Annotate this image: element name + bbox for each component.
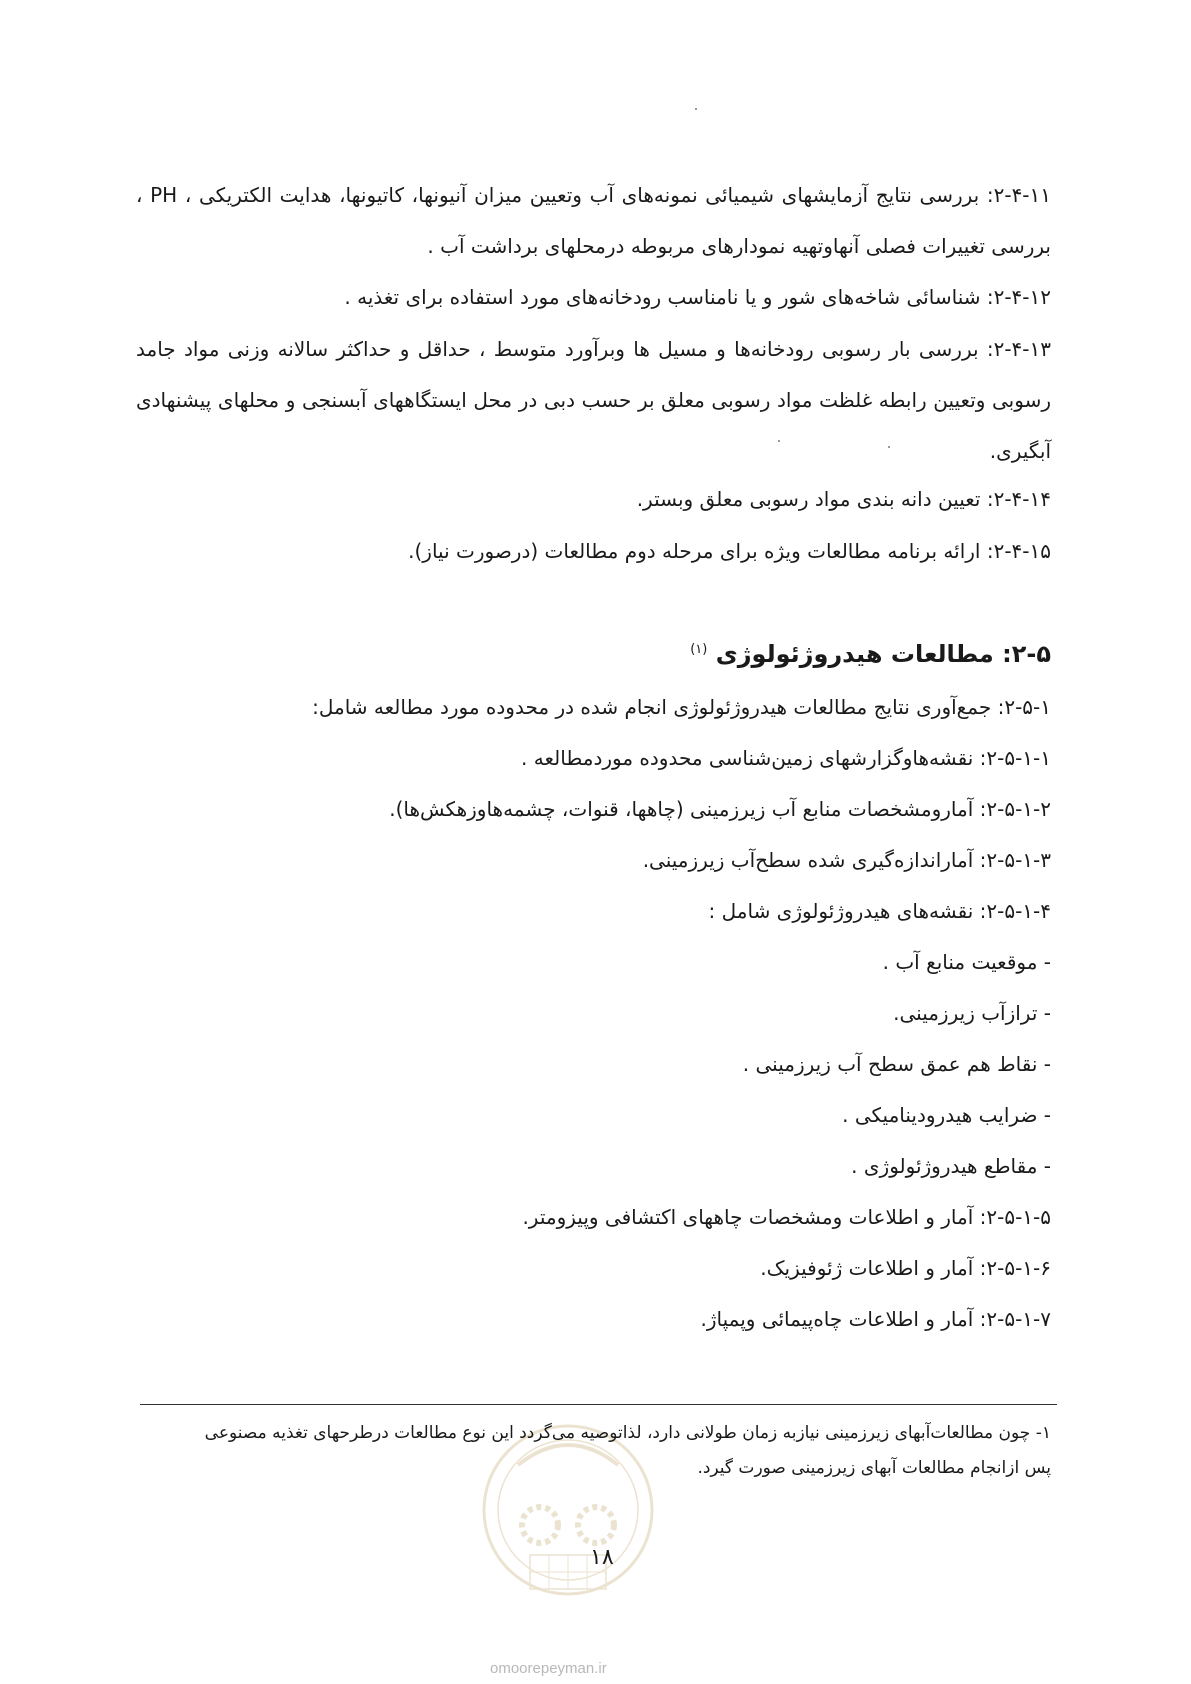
site-watermark: omoorepeyman.ir [490, 1660, 607, 1677]
bullet-item: - ضرایب هیدرودینامیکی . [842, 1103, 1051, 1127]
item-2-4-12: ۲-۴-۱۲: شناسائی شاخه‌های شور و یا نامناسب رودخانه‌های مورد استفاده برای تغذیه . [344, 285, 1051, 309]
bullet-item: - موقعیت منابع آب . [882, 950, 1051, 974]
scan-speck [695, 108, 697, 110]
item-2-5-1-2: ۲-۵-۱-۲: آمارومشخصات منابع آب زیرزمینی (چاهها، قنوات، چشمه‌هاوزهکش‌ها). [389, 797, 1051, 821]
item-2-4-14: ۲-۴-۱۴: تعیین دانه بندی مواد رسوبی معلق وبستر. [636, 487, 1051, 511]
item-2-4-13: ۲-۴-۱۳: بررسی بار رسوبی رودخانه‌ها و مسیل ها وبرآورد متوسط ، حداقل و حداکثر سالانه وزنی مواد جامد رسوبی وتعیین رابطه غلظت مواد رسوبی معلق بر حسب دبی در محل ایستگاههای آبسنجی و محلهای پیشنهادی آبگیری. [136, 337, 1051, 463]
item-2-5-1-3: ۲-۵-۱-۳: آماراندازه‌گیری شده سطح‌آب زیرزمینی. [642, 848, 1051, 872]
item-2-5-1-7: ۲-۵-۱-۷: آمار و اطلاعات چاه‌پیمائی وپمپاژ. [700, 1307, 1051, 1331]
bullet-item: - نقاط هم عمق سطح آب زیرزمینی . [742, 1052, 1051, 1076]
bullet-item: - مقاطع هیدروژئولوژی . [851, 1154, 1051, 1178]
footnote-line-1: ۱- چون مطالعات‌آبهای زیرزمینی نیازبه زمان طولانی دارد، لذاتوصیه می‌گردد این نوع مطالعات درطرحهای تغذیه مصنوعی [204, 1423, 1051, 1443]
item-2-4-15: ۲-۴-۱۵: ارائه برنامه مطالعات ویژه برای مرحله دوم مطالعات (درصورت نیاز). [408, 539, 1051, 563]
section-heading-2-5 [690, 640, 1051, 668]
item-2-5-1-1: ۲-۵-۱-۱: نقشه‌هاوگزارشهای زمین‌شناسی محدوده موردمطالعه . [521, 746, 1051, 770]
item-2-5-1: ۲-۵-۱: جمع‌آوری نتایج مطالعات هیدروژئولوژی انجام شده در محدوده مورد مطالعه شامل: [312, 695, 1051, 719]
bullet-item: - ترازآب زیرزمینی. [893, 1001, 1051, 1025]
footnote-line-2: پس ازانجام مطالعات آبهای زیرزمینی صورت گیرد. [697, 1458, 1051, 1478]
item-2-4-11: ۲-۴-۱۱: بررسی نتایج آزمایشهای شیمیائی نمونه‌های آب وتعیین میزان آنیونها، کاتیونها، هدایت الکتریکی ، PH ، بررسی تغییرات فصلی آنهاوتهیه نمودارهای مربوطه درمحلهای برداشت آب . [136, 183, 1052, 258]
page-number: ۱۸ [590, 1545, 614, 1570]
item-2-5-1-4: ۲-۵-۱-۴: نقشه‌های هیدروژئولوژی شامل : [708, 899, 1051, 923]
footnote-marker: (۱) [690, 642, 708, 657]
item-2-5-1-6: ۲-۵-۱-۶: آمار و اطلاعات ژئوفیزیک. [760, 1256, 1051, 1280]
item-2-5-1-5: ۲-۵-۱-۵: آمار و اطلاعات ومشخصات چاههای اکتشافی وپیزومتر. [522, 1205, 1051, 1229]
section-heading-text: ۲-۵: مطالعات هیدروژئولوژی [715, 640, 1051, 668]
